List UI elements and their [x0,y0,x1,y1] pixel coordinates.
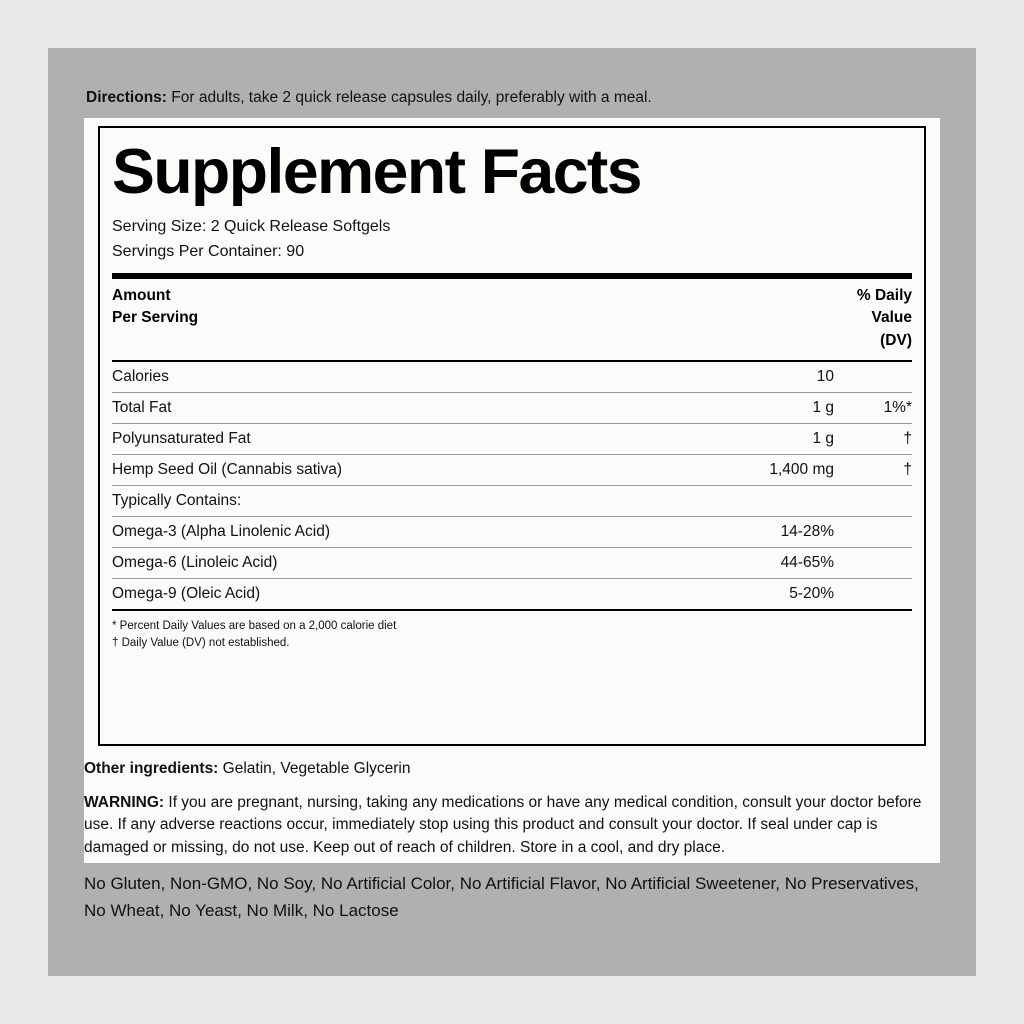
warning-label: WARNING: [84,794,165,811]
nutrient-dv [834,517,912,548]
dv-header-line3: (DV) [880,331,912,349]
directions-label: Directions: [86,89,167,106]
other-ingredients-label: Other ingredients: [84,760,219,777]
footnote-percent-dv: * Percent Daily Values are based on a 2,000 calorie diet [112,620,397,633]
nutrition-table [112,362,912,609]
table-row [112,579,912,610]
nutrient-name: Hemp Seed Oil (Cannabis sativa) [112,455,676,486]
nutrient-amount: 1 g [676,393,834,424]
nutrient-dv [834,486,912,517]
label-page [48,48,976,976]
nutrient-amount: 1,400 mg [676,455,834,486]
nutrient-dv [834,579,912,610]
footnote-dagger: † Daily Value (DV) not established. [112,637,290,649]
nutrient-amount: 1 g [676,424,834,455]
table-row [112,362,912,393]
supplement-facts-box [98,126,926,746]
footnotes [112,611,912,651]
table-row [112,455,912,486]
daily-value-header [857,285,912,352]
serving-size: Serving Size: 2 Quick Release Softgels [112,217,391,235]
dv-header-line1: % Daily [856,286,912,304]
amount-header-line1: Amount [112,286,171,304]
warning-block [84,792,940,859]
amount-per-serving-header [112,285,198,352]
nutrient-dv: † [834,424,912,455]
directions-line [86,88,946,107]
nutrient-amount [676,486,834,517]
table-row [112,393,912,424]
nutrient-amount: 14-28% [676,517,834,548]
nutrient-name: Omega-3 (Alpha Linolenic Acid) [112,517,676,548]
other-ingredients-text: Gelatin, Vegetable Glycerin [218,760,411,777]
warning-text: If you are pregnant, nursing, taking any medications or have any medical condition, consult your doctor before use. If any adverse reactions occur, immediately stop using this product and consult your doctor. If seal under cap is damaged or missing, do not use. Keep out of reach of children. Store in a cool, and dry place. [84,794,922,856]
table-row [112,548,912,579]
servings-per-container: Servings Per Container: 90 [112,243,305,261]
directions-text: For adults, take 2 quick release capsules daily, preferably with a meal. [166,89,652,106]
nutrient-amount: 44-65% [676,548,834,579]
supplement-facts-title: Supplement Facts [112,137,641,207]
nutrient-dv [834,362,912,393]
nutrient-dv: † [834,455,912,486]
nutrient-amount: 10 [816,368,834,386]
nutrient-name: Typically Contains: [112,486,676,517]
amount-header-row [112,279,912,360]
nutrient-amount: 5-20% [676,579,834,610]
dv-header-line2: Value [871,309,912,327]
nutrient-dv [834,548,912,579]
nutrient-name: Calories [112,368,169,386]
nutrient-name: Total Fat [112,393,676,424]
other-ingredients [84,760,940,778]
table-row [112,486,912,517]
free-from-claims: No Gluten, Non-GMO, No Soy, No Artificial Color, No Artificial Flavor, No Artificial Sweetener, No Preservatives, No Wheat, No Yeast, No Milk, No Lactose [84,874,919,921]
supplement-panel [84,118,940,863]
nutrient-name: Omega-9 (Oleic Acid) [112,579,676,610]
nutrient-name: Polyunsaturated Fat [112,424,676,455]
nutrient-name: Omega-6 (Linoleic Acid) [112,548,676,579]
table-row [112,424,912,455]
amount-header-line2: Per Serving [112,309,199,327]
table-row [112,517,912,548]
nutrient-dv: 1%* [834,393,912,424]
